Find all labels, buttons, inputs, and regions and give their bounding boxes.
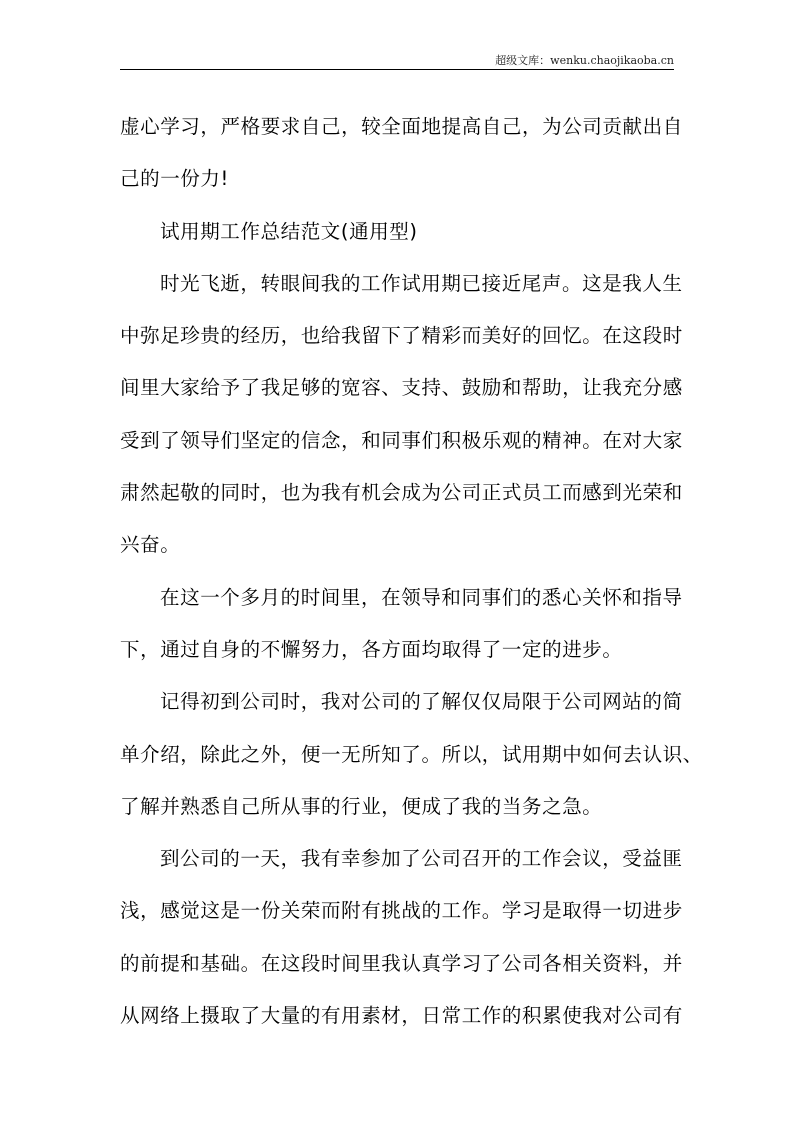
section-title: 试用期工作总结范文(通用型) (160, 219, 418, 243)
header-site-label: 超级文库：wenku.chaojikaoba.cn (495, 54, 674, 67)
text-line: 记得初到公司时，我对公司的了解仅仅局限于公司网站的简 (160, 690, 683, 714)
text-line: 兴奋。 (120, 533, 181, 557)
text-line: 了解并熟悉自己所从事的行业，便成了我的当务之急。 (120, 794, 603, 818)
text-line: 的前提和基础。在这段时间里我认真学习了公司各相关资料，并 (120, 951, 683, 975)
text-line: 虚心学习，严格要求自己，较全面地提高自己，为公司贡献出自 (120, 115, 683, 138)
text-line: 在这一个多月的时间里，在领导和同事们的悉心关怀和指导 (160, 585, 683, 609)
text-line: 己的一份力! (120, 167, 229, 191)
text-line: 浅，感觉这是一份关荣而附有挑战的工作。学习是取得一切进步 (120, 899, 683, 923)
page-header (120, 50, 674, 70)
text-line: 时光飞逝，转眼间我的工作试用期已接近尾声。这是我人生 (160, 271, 683, 295)
text-line: 受到了领导们坚定的信念，和同事们积极乐观的精神。在对大家 (120, 428, 683, 452)
text-line: 单介绍，除此之外，便一无所知了。所以，试用期中如何去认识、 (120, 742, 703, 766)
text-line: 下，通过自身的不懈努力，各方面均取得了一定的进步。 (120, 637, 623, 661)
text-line: 从网络上摄取了大量的有用素材，日常工作的积累使我对公司有 (120, 1004, 683, 1028)
document-body (120, 107, 703, 1048)
text-line: 到公司的一天，我有幸参加了公司召开的工作会议，受益匪 (160, 847, 683, 871)
text-line: 间里大家给予了我足够的宽容、支持、鼓励和帮助，让我充分感 (120, 376, 683, 400)
text-line: 肃然起敬的同时，也为我有机会成为公司正式员工而感到光荣和 (120, 481, 683, 505)
text-line: 中弥足珍贵的经历，也给我留下了精彩而美好的回忆。在这段时 (120, 324, 683, 348)
